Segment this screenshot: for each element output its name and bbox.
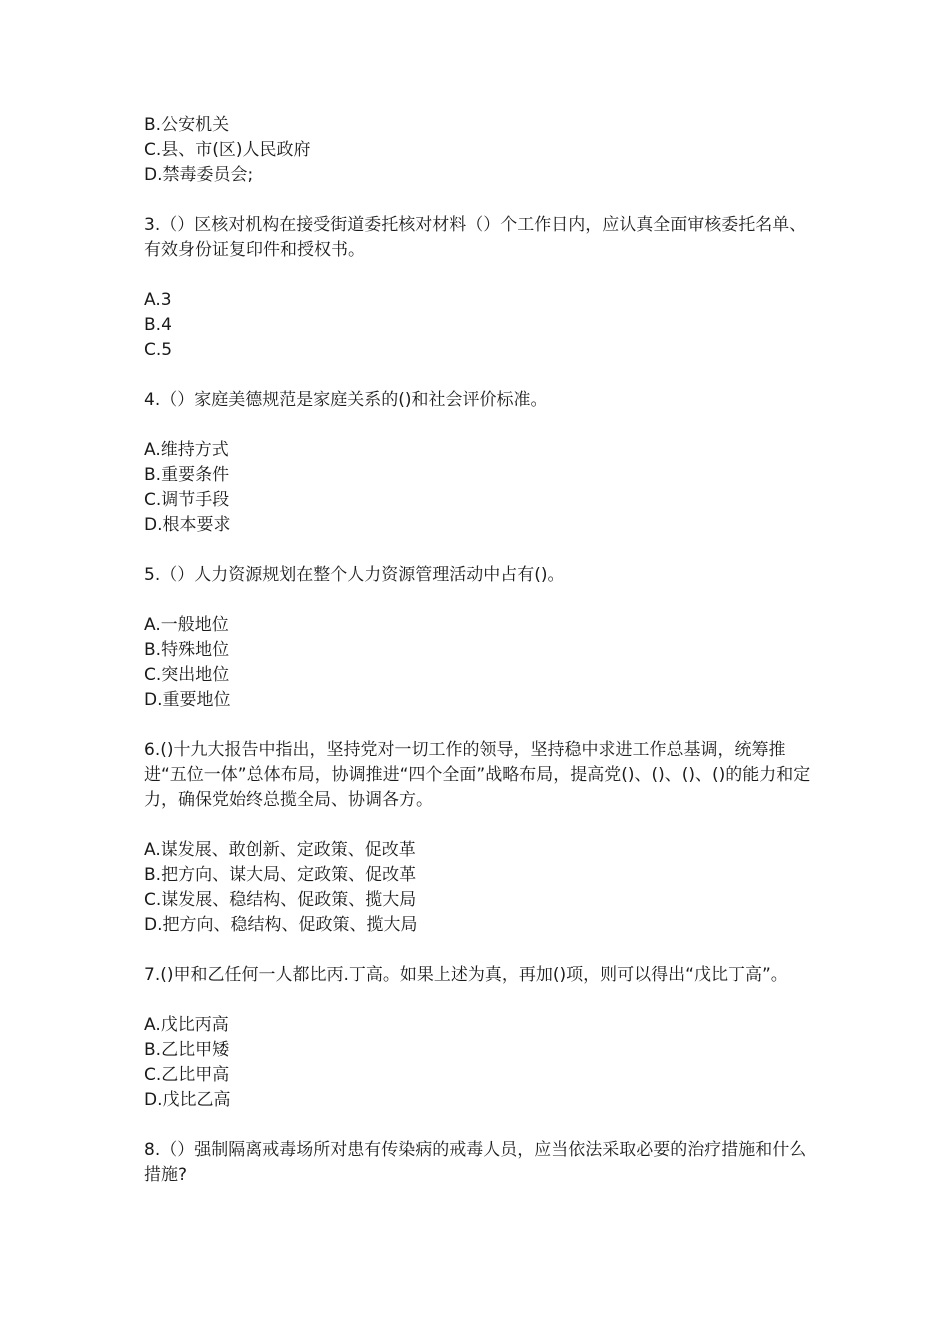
question-text: 3.（）区核对机构在接受街道委托核对材料（）个工作日内，应认真全面审核委托名单、有效身份证复印件和授权书。 bbox=[144, 215, 807, 260]
question-text: 5.（）人力资源规划在整个人力资源管理活动中占有()。 bbox=[144, 565, 565, 585]
option-item: B.重要条件 bbox=[144, 465, 230, 485]
option-item: B.乙比甲矮 bbox=[144, 1040, 230, 1060]
option-item: A.戊比丙高 bbox=[144, 1015, 229, 1035]
option-item: B.把方向、谋大局、定政策、促改革 bbox=[144, 865, 417, 885]
question-options bbox=[144, 838, 814, 938]
option-item: A.一般地位 bbox=[144, 615, 229, 635]
option-item: D.禁毒委员会; bbox=[144, 165, 254, 185]
question-6 bbox=[144, 738, 814, 938]
question-4 bbox=[144, 388, 814, 538]
leading-options bbox=[144, 113, 814, 188]
option-item: B.公安机关 bbox=[144, 115, 230, 135]
option-item: B.4 bbox=[144, 315, 172, 335]
document-body bbox=[144, 113, 814, 1188]
question-text: 4.（）家庭美德规范是家庭关系的()和社会评价标准。 bbox=[144, 390, 548, 410]
option-item: D.把方向、稳结构、促政策、揽大局 bbox=[144, 915, 418, 935]
question-options bbox=[144, 438, 814, 538]
option-item: D.重要地位 bbox=[144, 690, 231, 710]
question-options bbox=[144, 288, 814, 363]
question-7 bbox=[144, 963, 814, 1113]
option-item: C.谋发展、稳结构、促政策、揽大局 bbox=[144, 890, 417, 910]
option-item: B.特殊地位 bbox=[144, 640, 230, 660]
option-item: C.乙比甲高 bbox=[144, 1065, 230, 1085]
question-5 bbox=[144, 563, 814, 713]
question-text: 7.()甲和乙任何一人都比丙.丁高。如果上述为真，再加()项，则可以得出“戊比丁高”。 bbox=[144, 965, 788, 985]
question-3 bbox=[144, 213, 814, 363]
option-item: D.戊比乙高 bbox=[144, 1090, 231, 1110]
question-options bbox=[144, 613, 814, 713]
option-item: A.3 bbox=[144, 290, 172, 310]
question-text: 8.（）强制隔离戒毒场所对患有传染病的戒毒人员，应当依法采取必要的治疗措施和什么措施? bbox=[144, 1140, 807, 1185]
question-text: 6.()十九大报告中指出，坚持党对一切工作的领导，坚持稳中求进工作总基调，统筹推进“五位一体”总体布局，协调推进“四个全面”战略布局，提高党()、()、()、()的能力和定力，确保党始终总揽全局、协调各方。 bbox=[144, 740, 811, 810]
option-item: A.谋发展、敢创新、定政策、促改革 bbox=[144, 840, 416, 860]
question-8 bbox=[144, 1138, 814, 1188]
option-item: D.根本要求 bbox=[144, 515, 231, 535]
option-item: C.调节手段 bbox=[144, 490, 230, 510]
option-item: C.县、市(区)人民政府 bbox=[144, 140, 311, 160]
option-item: C.突出地位 bbox=[144, 665, 230, 685]
option-item: A.维持方式 bbox=[144, 440, 229, 460]
question-options bbox=[144, 1013, 814, 1113]
option-item: C.5 bbox=[144, 340, 173, 360]
